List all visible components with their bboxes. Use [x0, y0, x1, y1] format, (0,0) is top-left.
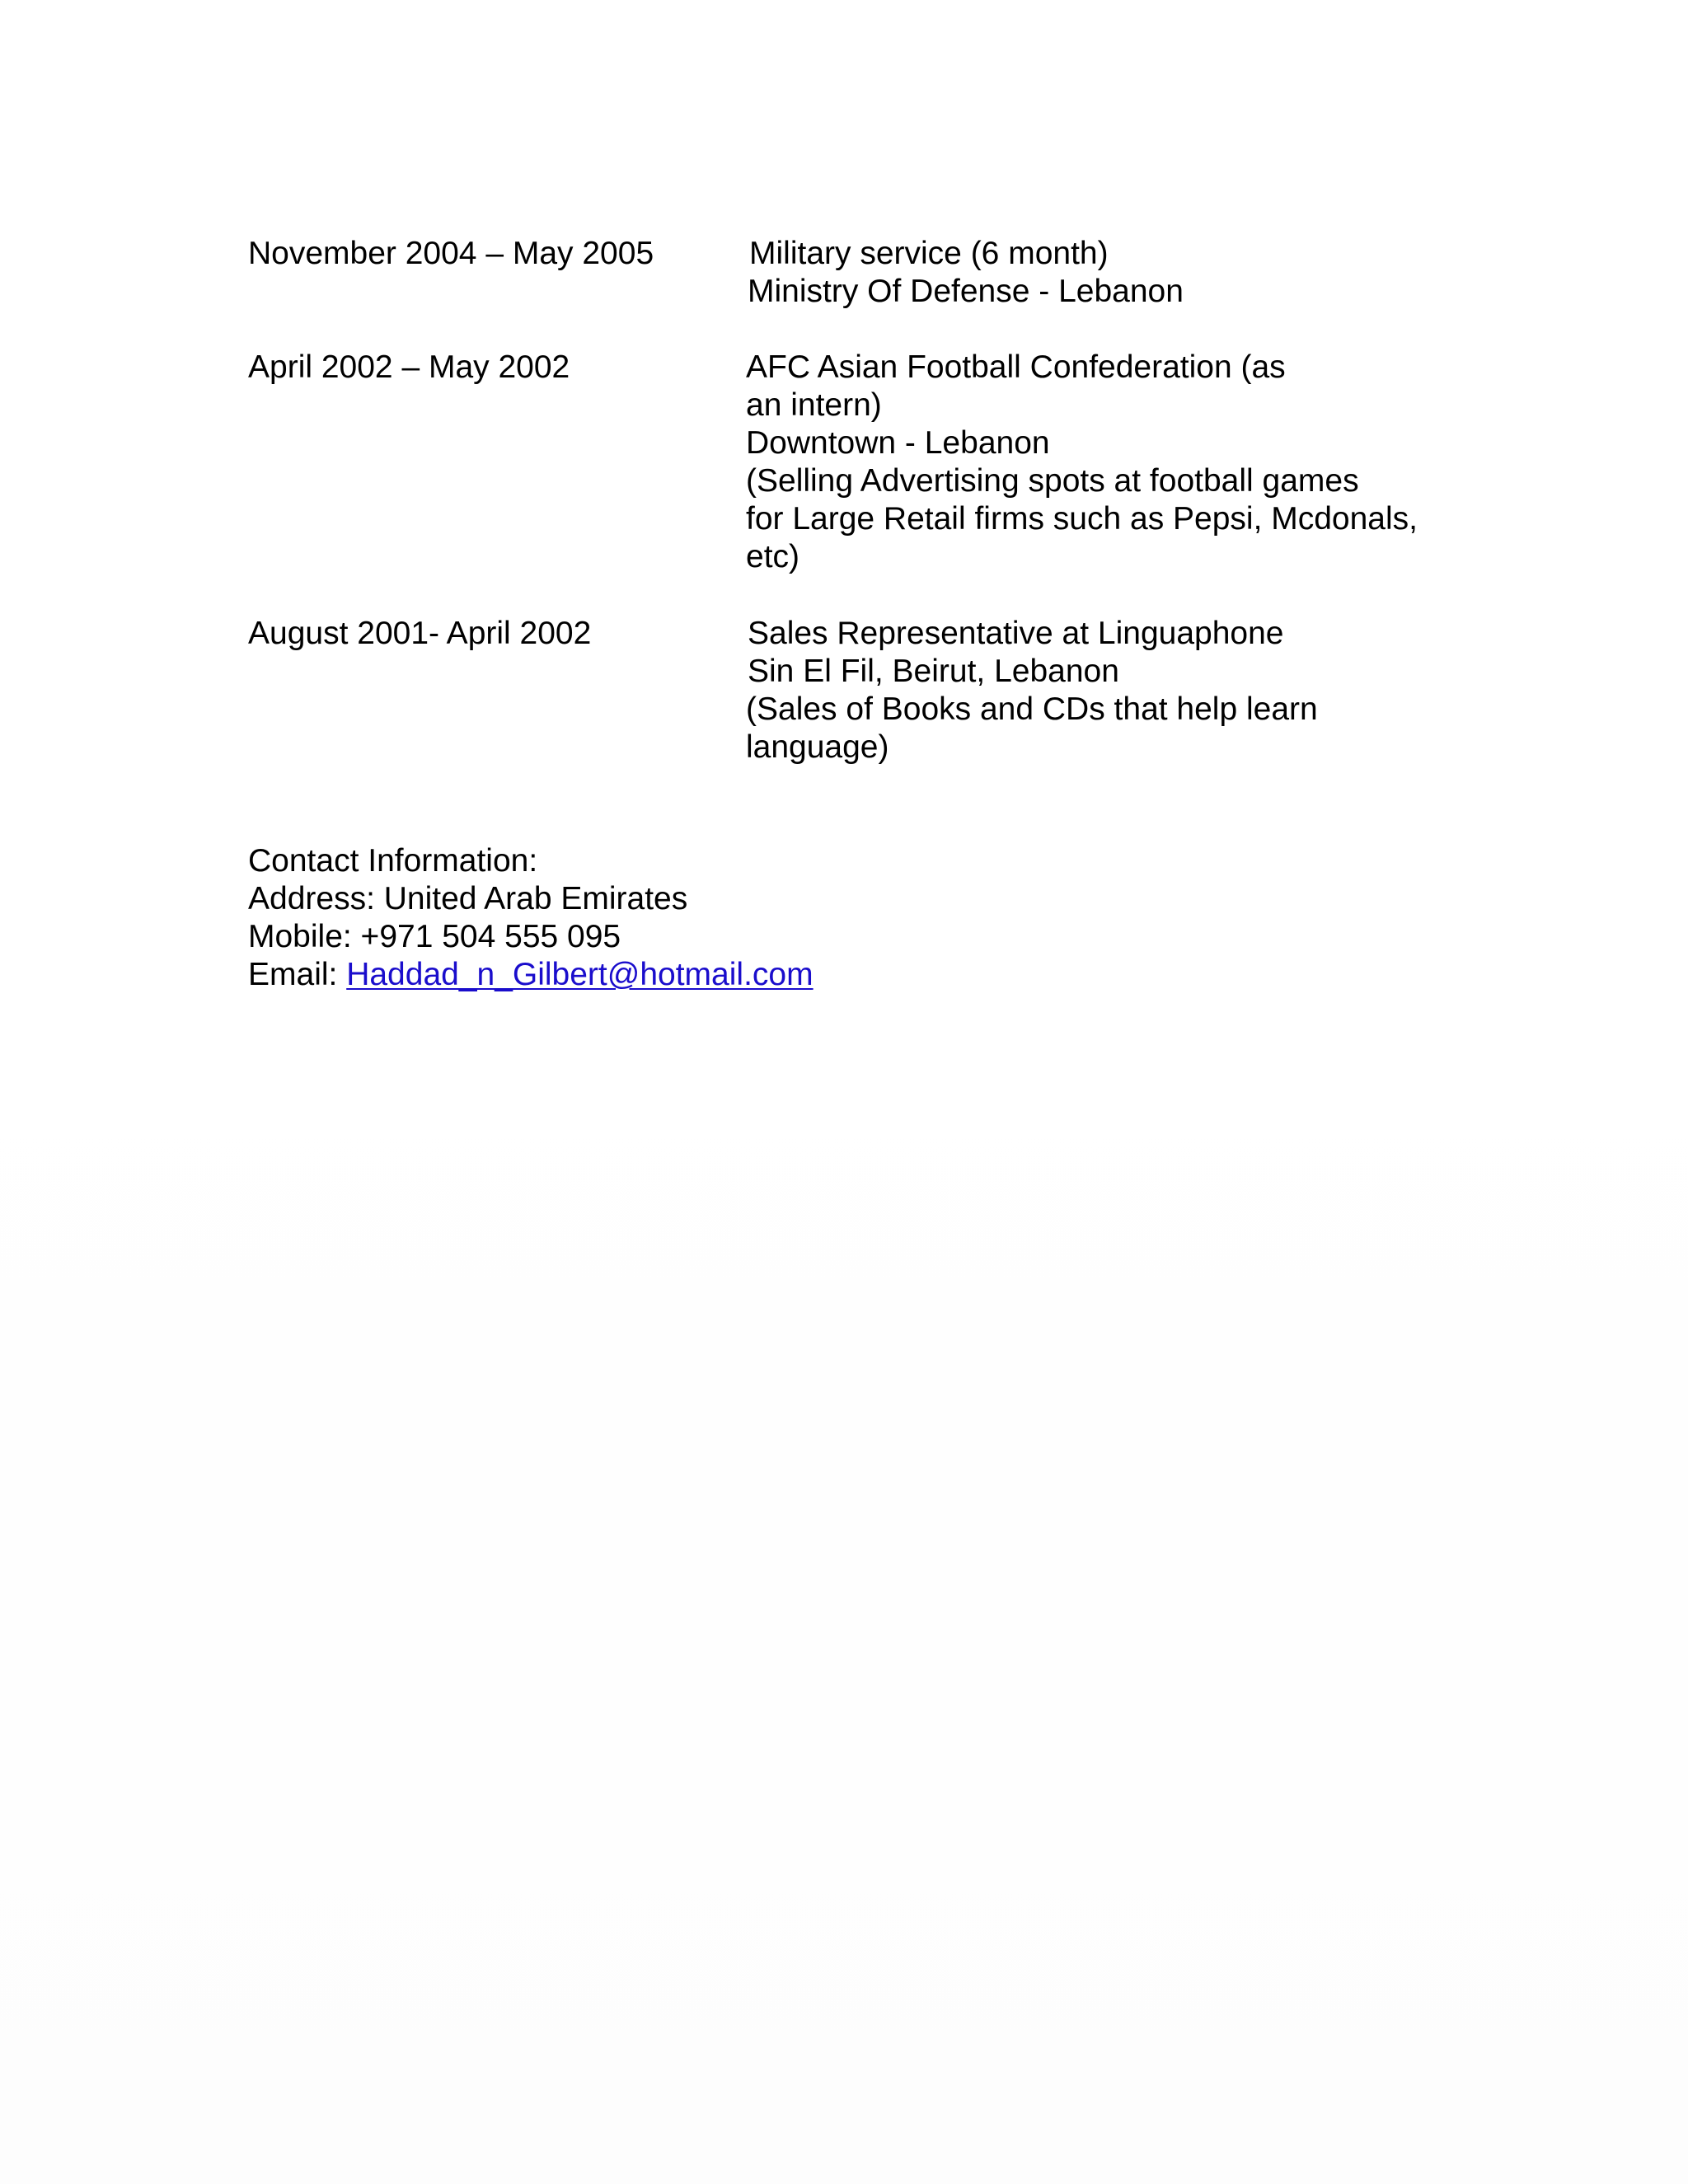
- contact-information: [248, 842, 814, 994]
- entry-description: [746, 349, 1488, 576]
- contact-email-row: [248, 956, 814, 994]
- entry-line: Sin El Fil, Beirut, Lebanon: [748, 654, 1119, 689]
- contact-email-label: Email:: [248, 957, 347, 992]
- entry-line: AFC Asian Football Confederation (as: [746, 349, 1286, 385]
- email-link[interactable]: Haddad_n_Gilbert@hotmail.com: [346, 957, 814, 992]
- entry-date: November 2004 – May 2005: [248, 236, 654, 271]
- contact-address: Address: United Arab Emirates: [248, 881, 688, 916]
- entry-line: (Selling Advertising spots at football games: [746, 463, 1359, 499]
- entry-date: April 2002 – May 2002: [248, 349, 570, 385]
- entry-line: language): [746, 729, 889, 765]
- entry-line: an intern): [746, 387, 882, 423]
- entry-description: [748, 615, 1489, 766]
- entry-line: Ministry Of Defense - Lebanon: [748, 274, 1184, 309]
- entry-description: [749, 235, 1491, 311]
- entry-line: Downtown - Lebanon: [746, 425, 1050, 461]
- contact-heading: Contact Information:: [248, 843, 538, 879]
- entry-date: August 2001- April 2002: [248, 616, 592, 651]
- entry-line: Sales Representative at Linguaphone: [748, 616, 1284, 651]
- contact-mobile: Mobile: +971 504 555 095: [248, 919, 621, 954]
- entry-line: Military service (6 month): [749, 236, 1109, 271]
- entry-line: etc): [746, 539, 800, 574]
- entry-line: for Large Retail firms such as Pepsi, Mcdonals,: [746, 501, 1418, 537]
- entry-line: (Sales of Books and CDs that help learn: [746, 691, 1318, 727]
